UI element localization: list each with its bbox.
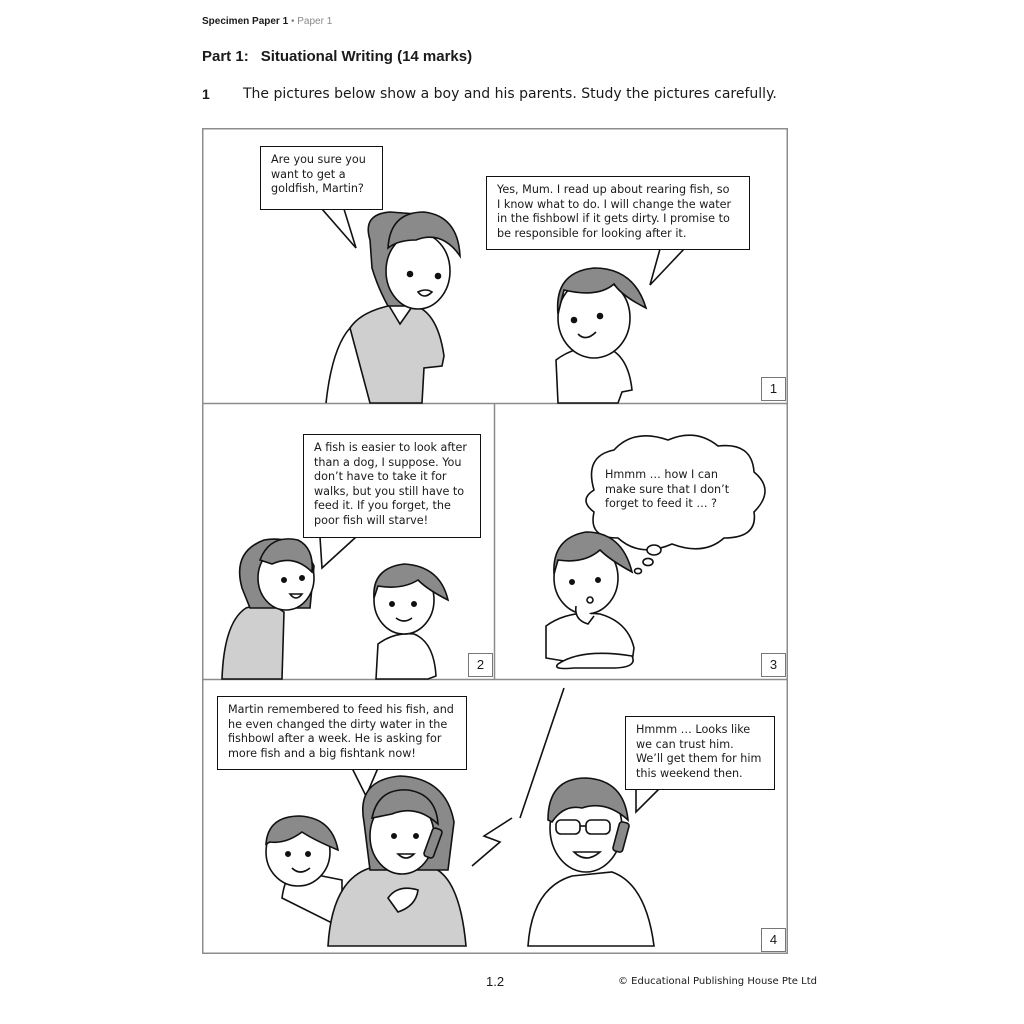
panel-2-art xyxy=(222,537,448,679)
page-header xyxy=(202,16,332,27)
panel-3-thought-text: Hmmm … how I can make sure that I don’t forget to feed it … ? xyxy=(605,468,730,511)
boy-figure-panel-4 xyxy=(266,816,342,928)
phone-signal-zigzag xyxy=(472,818,512,866)
mum-figure-panel-4 xyxy=(328,776,466,946)
panel-2-speech-bubble-mum: A fish is easier to look after than a dog, I suppose. You don’t have to take it for walks, but you still have to feed it. If you forget, the poor fish will starve! xyxy=(303,434,481,538)
comic-artwork xyxy=(202,128,788,954)
mum-figure-panel-2 xyxy=(222,539,314,679)
panel-1-speech-bubble-mum: Are you sure you want to get a goldfish, Martin? xyxy=(260,146,383,210)
boy-figure-panel-3 xyxy=(546,532,634,669)
section-label: Part 1: xyxy=(202,48,249,65)
panel-4-speech-bubble-dad: Hmmm … Looks like we can trust him. We’ll get them for him this weekend then. xyxy=(625,716,775,790)
question-number: 1 xyxy=(202,86,210,102)
question-text: The pictures below show a boy and his parents. Study the pictures carefully. xyxy=(243,86,777,102)
panel-number-2: 2 xyxy=(468,653,493,677)
thought-dot-2 xyxy=(643,558,653,565)
header-separator: • xyxy=(290,16,295,27)
panel-number-4: 4 xyxy=(761,928,786,952)
mum-figure-panel-1 xyxy=(326,212,460,403)
dad-figure-panel-4 xyxy=(528,778,654,946)
section-title: Situational Writing (14 marks) xyxy=(260,48,473,65)
panel-1-bubble-2-tail xyxy=(650,249,684,285)
panel-1-speech-bubble-boy: Yes, Mum. I read up about rearing fish, so I know what to do. I will change the water in the fishbowl if it gets dirty. I promise to be responsible for looking after it. xyxy=(486,176,750,250)
thought-dot-1 xyxy=(647,545,661,555)
thought-dot-3 xyxy=(635,568,642,573)
panel-4-caption-bubble: Martin remembered to feed his fish, and he even changed the dirty water in the fishbowl after a week. He is asking for more fish and a big fishtank now! xyxy=(217,696,467,770)
header-title: Specimen Paper 1 xyxy=(202,16,289,27)
panel-1-bubble-1-tail xyxy=(322,209,356,248)
page-number: 1.2 xyxy=(486,974,505,989)
panel-4-bubble-2-tail xyxy=(636,788,660,812)
panel-2-bubble-tail xyxy=(320,537,356,568)
header-subtitle: Paper 1 xyxy=(297,16,333,27)
section-heading xyxy=(202,48,472,65)
panel-number-3: 3 xyxy=(761,653,786,677)
boy-figure-panel-1 xyxy=(556,268,646,403)
comic-strip xyxy=(202,128,788,954)
boy-figure-panel-2 xyxy=(374,564,448,679)
panel-number-1: 1 xyxy=(761,377,786,401)
copyright-notice: © Educational Publishing House Pte Ltd xyxy=(618,976,817,987)
